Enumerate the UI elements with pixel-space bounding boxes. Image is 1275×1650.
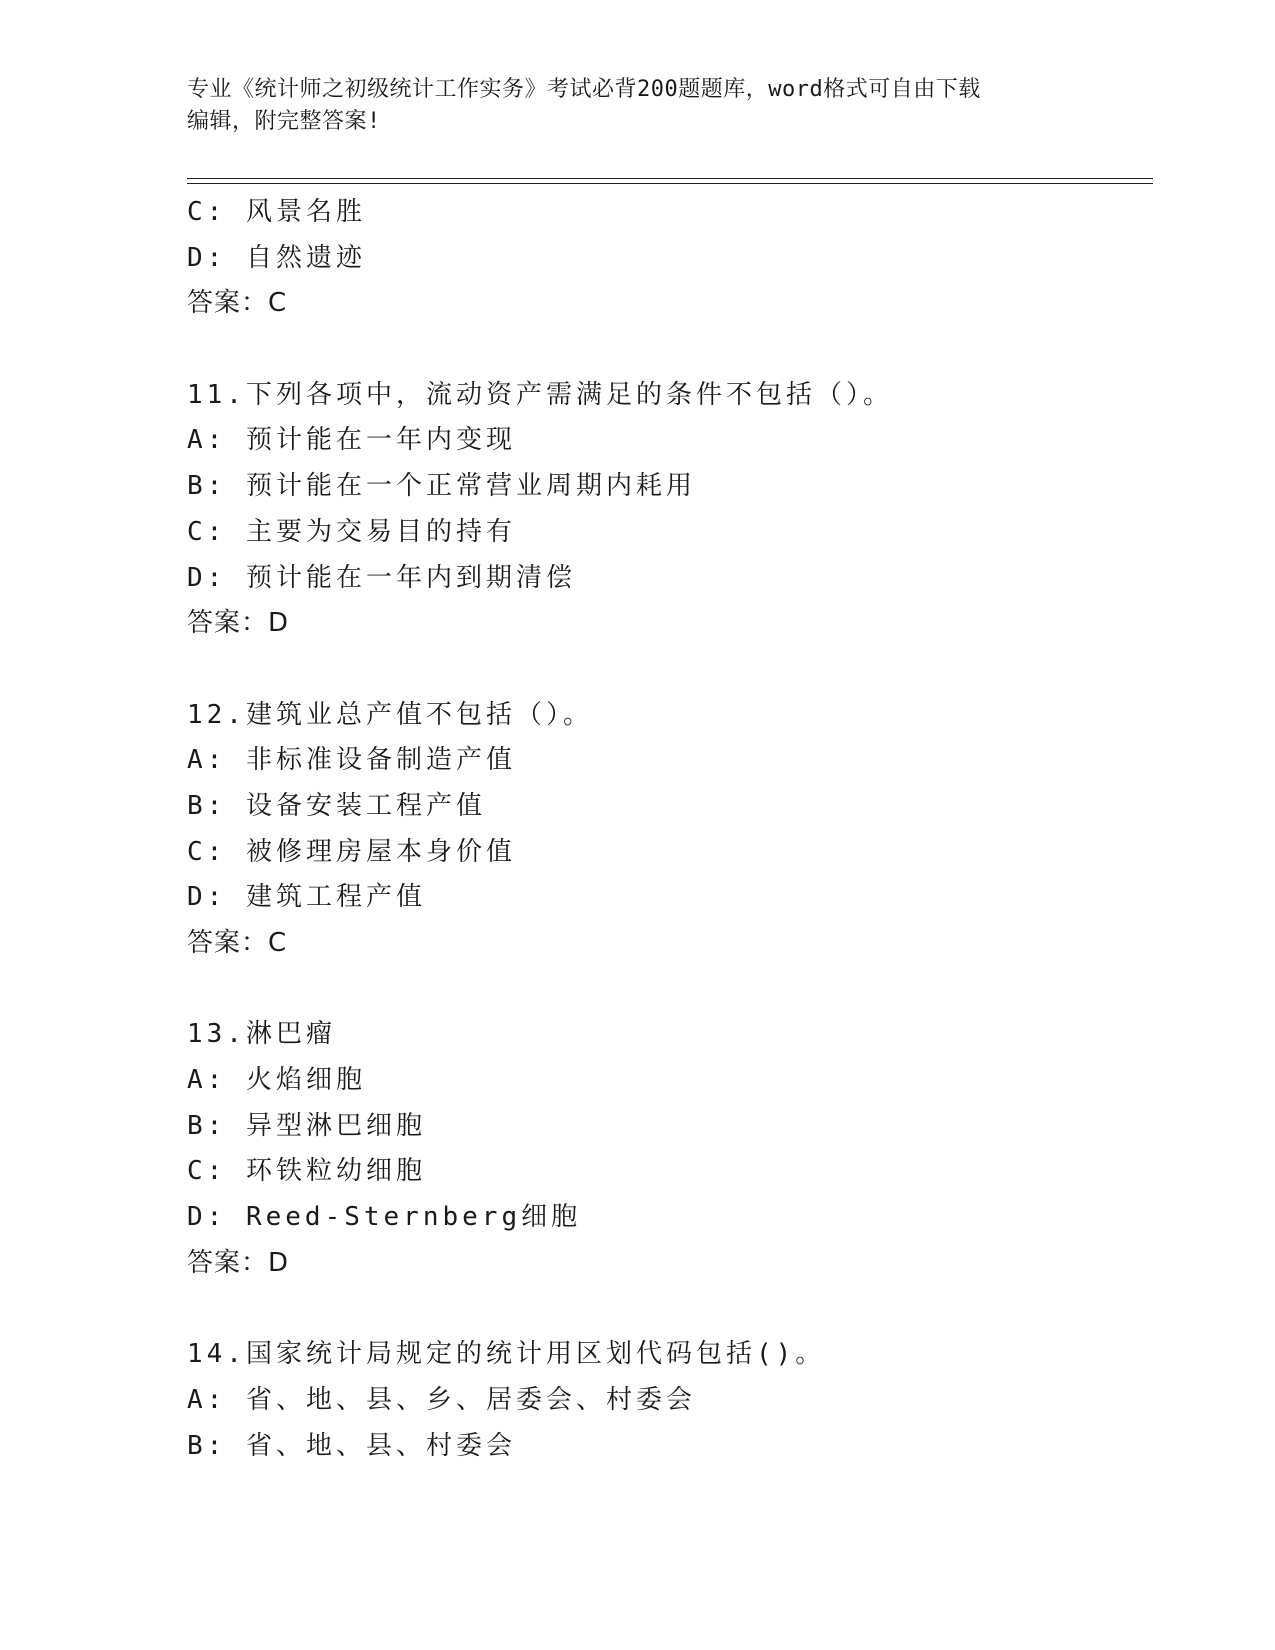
- header-line-1: 专业《统计师之初级统计工作实务》考试必背200题题库，word格式可自由下载: [187, 77, 981, 102]
- header-divider-bottom: [187, 183, 1153, 184]
- option-text: B: 预计能在一个正常营业周期内耗用: [187, 471, 696, 502]
- option-text: C: 主要为交易目的持有: [187, 516, 516, 547]
- option-text: D: 自然遗迹: [187, 242, 366, 273]
- option-text: A: 预计能在一年内变现: [187, 425, 516, 456]
- question-text: 14.国家统计局规定的统计用区划代码包括()。: [187, 1339, 826, 1370]
- option-text: A: 非标准设备制造产值: [187, 745, 516, 776]
- option-text: A: 省、地、县、乡、居委会、村委会: [187, 1384, 696, 1415]
- header-divider-top: [187, 178, 1153, 179]
- blank-line: [187, 647, 1147, 693]
- header-line-2: 编辑，附完整答案!: [187, 109, 381, 134]
- answer-text: 答案：C: [187, 288, 288, 319]
- option-text: B: 省、地、县、村委会: [187, 1430, 516, 1461]
- answer-text: 答案：D: [187, 1247, 290, 1278]
- blank-line: [187, 967, 1147, 1013]
- question-list: [187, 190, 1147, 1469]
- option-text: C: 被修理房屋本身价值: [187, 836, 516, 867]
- blank-line: [187, 327, 1147, 373]
- question-text: 12.建筑业总产值不包括（）。: [187, 699, 593, 730]
- option-text: D: Reed-Sternberg细胞: [187, 1202, 582, 1233]
- option-text: C: 环铁粒幼细胞: [187, 1156, 426, 1187]
- blank-line: [187, 1287, 1147, 1333]
- page-header: [187, 74, 1067, 138]
- option-text: D: 建筑工程产值: [187, 882, 426, 913]
- option-text: D: 预计能在一年内到期清偿: [187, 562, 576, 593]
- option-text: B: 设备安装工程产值: [187, 790, 486, 821]
- option-text: A: 火焰细胞: [187, 1065, 366, 1096]
- question-text: 13.淋巴瘤: [187, 1019, 336, 1050]
- option-text: C: 风景名胜: [187, 197, 366, 227]
- answer-text: 答案：C: [187, 928, 288, 958]
- question-text: 11.下列各项中，流动资产需满足的条件不包括（）。: [187, 379, 893, 410]
- answer-text: 答案：D: [187, 608, 290, 639]
- option-text: B: 异型淋巴细胞: [187, 1110, 426, 1141]
